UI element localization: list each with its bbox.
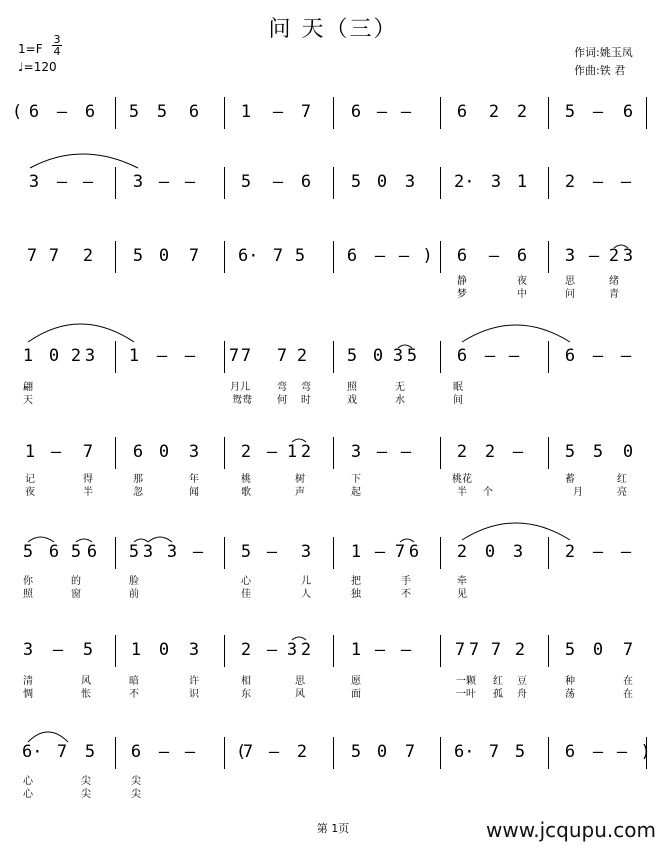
slur-arc [400, 539, 414, 542]
note: 6 [564, 346, 576, 366]
note: – [272, 172, 284, 192]
note: 2 [516, 102, 528, 122]
note: 5 [564, 640, 576, 660]
lyric-syllable: 的 [71, 576, 81, 587]
key-signature: 1=F [18, 42, 43, 56]
lyric-syllable: 水 [395, 395, 405, 406]
lyric-syllable: 亮 [617, 487, 627, 498]
note: 5 [350, 742, 362, 762]
note: – [192, 542, 204, 562]
lyric-syllable: 风 [295, 689, 305, 700]
note: 0 [376, 172, 388, 192]
lyric-syllable: 照 [23, 589, 33, 600]
note: 7 [468, 640, 480, 660]
repeat-parenthesis: ( [14, 102, 21, 122]
lyric-syllable: 心 [23, 789, 33, 800]
lyric-syllable: 夜 [25, 487, 35, 498]
note: 0 [376, 742, 388, 762]
note: 7 [454, 640, 466, 660]
lyric-syllable: 红 [617, 474, 627, 485]
lyric-syllable: 起 [351, 487, 361, 498]
note: 6 [350, 102, 362, 122]
lyric-syllable: 尖 [81, 789, 91, 800]
note: 2 [608, 246, 620, 266]
lyric-syllable: 面 [351, 689, 361, 700]
note: 5 [84, 742, 96, 762]
note: – [156, 346, 168, 366]
note: 2 [456, 542, 468, 562]
note: 5 [240, 542, 252, 562]
note: 3 [166, 542, 178, 562]
lyric-syllable: 尖 [131, 776, 141, 787]
note: 1 [240, 102, 252, 122]
note: 3 [350, 442, 362, 462]
note: – [620, 172, 632, 192]
note: – [592, 742, 604, 762]
lyric-syllable: 不 [401, 589, 411, 600]
repeat-parenthesis: ) [424, 246, 431, 266]
lyric-syllable: 一叶 [456, 689, 476, 700]
note: 5 [514, 742, 526, 762]
note: 5 [82, 640, 94, 660]
lyric-syllable: 眠 [453, 382, 463, 393]
note: 5 [156, 102, 168, 122]
lyric-syllable: 独 [351, 589, 361, 600]
lyric-syllable: 愿 [351, 676, 361, 687]
slur-arc [462, 325, 570, 342]
note: 2 [564, 542, 576, 562]
lyric-syllable: 相 [241, 676, 251, 687]
note: 5 [70, 542, 82, 562]
note: 6 [346, 246, 358, 266]
slur-arc [134, 539, 148, 542]
note: 6 [132, 442, 144, 462]
note: 7 [272, 246, 284, 266]
note: – [620, 346, 632, 366]
note: – [158, 742, 170, 762]
lyric-syllable: 见 [457, 589, 467, 600]
note: 2 [514, 640, 526, 660]
note: 5 [128, 102, 140, 122]
note: – [374, 640, 386, 660]
note: – [266, 542, 278, 562]
note: 6 [86, 542, 98, 562]
lyric-syllable: 梦 [457, 289, 467, 300]
note: – [184, 172, 196, 192]
lyric-syllable: 孤 [493, 689, 503, 700]
note: 3 [404, 172, 416, 192]
note: 2 [296, 742, 308, 762]
composer-credit: 作曲:铁 君 [574, 64, 626, 77]
note: 5 [294, 246, 306, 266]
lyric-syllable: 月儿 [230, 382, 250, 393]
note: 3 [300, 542, 312, 562]
note: 5 [564, 442, 576, 462]
note: 3 [564, 246, 576, 266]
note: 7 [26, 246, 38, 266]
lyric-syllable: 翩 [23, 382, 33, 393]
lyric-syllable: 得 [83, 474, 93, 485]
note: 3 [286, 640, 298, 660]
lyric-syllable: 树 [295, 474, 305, 485]
lyric-syllable: 儿 [301, 576, 311, 587]
note: 3 [622, 246, 634, 266]
note: 0 [48, 346, 60, 366]
quarter-note-icon: ♩ [18, 60, 24, 74]
note: 3 [142, 542, 154, 562]
lyric-syllable: 忽 [133, 487, 143, 498]
note: – [158, 172, 170, 192]
song-title: 问 天（三） [268, 17, 398, 42]
note: – [508, 346, 520, 366]
lyric-syllable: 惆 [23, 689, 33, 700]
slur-arc [614, 245, 628, 248]
lyric-syllable: 识 [189, 689, 199, 700]
note: 5 [564, 102, 576, 122]
lyric-syllable: 脸 [129, 576, 139, 587]
lyric-syllable: 那 [133, 474, 143, 485]
lyric-syllable: 中 [517, 289, 527, 300]
note: 1 [24, 442, 36, 462]
note: – [488, 246, 500, 266]
lyric-syllable: 鸳鸯 [232, 395, 252, 406]
note: 5 [240, 172, 252, 192]
lyric-syllable: 照 [347, 382, 357, 393]
lyric-syllable: 豆 [517, 676, 527, 687]
repeat-parenthesis: ) [642, 742, 649, 762]
note: – [620, 542, 632, 562]
note: 5 [22, 542, 34, 562]
note: 7 [240, 346, 252, 366]
note: 3 [188, 442, 200, 462]
note: 6· [22, 742, 43, 762]
slur-arc [292, 439, 306, 442]
lyric-syllable: 夜 [517, 276, 527, 287]
note: 1 [350, 640, 362, 660]
note: 6 [48, 542, 60, 562]
lyric-syllable: 佳 [241, 589, 251, 600]
note: 2 [488, 102, 500, 122]
slur-arc [462, 523, 570, 540]
note: 0 [158, 442, 170, 462]
slur-arc [398, 345, 412, 348]
note: 1 [130, 640, 142, 660]
lyric-syllable: 牵 [457, 576, 467, 587]
lyric-syllable: 心 [241, 576, 251, 587]
note: 3 [512, 542, 524, 562]
lyric-syllable: 前 [129, 589, 139, 600]
lyric-syllable: 歌 [241, 487, 251, 498]
lyric-syllable: 你 [23, 576, 33, 587]
lyric-syllable: 种 [565, 676, 575, 687]
lyricist-credit: 作词:姚玉凤 [574, 46, 633, 59]
note: 6 [300, 172, 312, 192]
note: – [56, 172, 68, 192]
note: 2 [564, 172, 576, 192]
note: 0 [484, 542, 496, 562]
lyric-syllable: 暗 [129, 676, 139, 687]
note: 6 [84, 102, 96, 122]
note: 2 [300, 640, 312, 660]
lyric-syllable: 时 [301, 395, 311, 406]
note: 5 [346, 346, 358, 366]
lyric-syllable: 间 [453, 395, 463, 406]
note: – [616, 742, 628, 762]
note: 2 [300, 442, 312, 462]
lyric-syllable: 个 [483, 487, 493, 498]
note: 6· [454, 742, 475, 762]
note: – [592, 172, 604, 192]
slur-arc [76, 539, 92, 542]
note: – [592, 102, 604, 122]
slur-arc [28, 732, 68, 742]
lyric-syllable: 声 [295, 487, 305, 498]
lyric-syllable: 红 [493, 676, 503, 687]
note: 3 [188, 640, 200, 660]
lyric-syllable: 人 [301, 589, 311, 600]
lyric-syllable: 何 [277, 395, 287, 406]
note: 0 [622, 442, 634, 462]
note: – [374, 542, 386, 562]
note: 7 [48, 246, 60, 266]
note: 7 [394, 542, 406, 562]
lyric-syllable: 蓄 [565, 474, 575, 485]
note: 7 [488, 742, 500, 762]
site-watermark: www.jcqupu.com [486, 818, 656, 842]
lyric-syllable: 舟 [517, 689, 527, 700]
lyric-syllable: 许 [189, 676, 199, 687]
lyric-syllable: 青 [609, 289, 619, 300]
lyric-syllable: 思 [295, 676, 305, 687]
note: 6 [456, 102, 468, 122]
lyric-syllable: 在 [623, 689, 633, 700]
note: 2 [240, 442, 252, 462]
lyric-syllable: 在 [623, 676, 633, 687]
note: 1 [22, 346, 34, 366]
slur-arc [28, 537, 54, 542]
note: – [266, 640, 278, 660]
note: – [56, 102, 68, 122]
note: 3 [28, 172, 40, 192]
note: – [398, 246, 410, 266]
note: – [52, 640, 64, 660]
slur-arc [30, 154, 138, 168]
page-number: 第 1页 [316, 822, 350, 835]
lyric-syllable: 手 [401, 576, 411, 587]
note: 2· [454, 172, 475, 192]
lyric-syllable: 记 [25, 474, 35, 485]
lyric-syllable: 问 [565, 289, 575, 300]
lyric-syllable: 窗 [71, 589, 81, 600]
lyric-syllable: 东 [241, 689, 251, 700]
lyric-syllable: 清 [23, 676, 33, 687]
repeat-parenthesis: ( [238, 742, 245, 762]
note: 7 [404, 742, 416, 762]
lyric-syllable: 半 [83, 487, 93, 498]
note: 5 [128, 542, 140, 562]
lyric-syllable: 弯 [277, 382, 287, 393]
lyric-syllable: 绪 [609, 276, 619, 287]
time-signature-denominator: 4 [53, 45, 61, 58]
note: 2 [484, 442, 496, 462]
note: 6 [408, 542, 420, 562]
note: 3 [490, 172, 502, 192]
note: – [400, 442, 412, 462]
slur-arc [148, 537, 172, 542]
note: 7 [276, 346, 288, 366]
note: 6· [238, 246, 259, 266]
tempo-value: =120 [23, 60, 57, 74]
note: 3 [84, 346, 96, 366]
lyric-syllable: 无 [395, 382, 405, 393]
lyric-syllable: 荡 [565, 689, 575, 700]
lyric-syllable: 怅 [81, 689, 91, 700]
time-signature-numerator: 3 [53, 33, 61, 46]
note: 7 [56, 742, 68, 762]
note: 6 [622, 102, 634, 122]
note: – [374, 246, 386, 266]
note: 6 [28, 102, 40, 122]
lyric-syllable: 尖 [131, 789, 141, 800]
lyric-syllable: 把 [351, 576, 361, 587]
note: – [268, 742, 280, 762]
note: 6 [456, 346, 468, 366]
note: 5 [592, 442, 604, 462]
lyric-syllable: 月 [573, 487, 583, 498]
lyric-syllable: 年 [189, 474, 199, 485]
note: 1 [286, 442, 298, 462]
note: – [484, 346, 496, 366]
note: 1 [350, 542, 362, 562]
lyric-syllable: 不 [129, 689, 139, 700]
note: 6 [188, 102, 200, 122]
note: – [184, 346, 196, 366]
note: 5 [406, 346, 418, 366]
note: – [592, 346, 604, 366]
note: 7 [622, 640, 634, 660]
note: – [376, 102, 388, 122]
note: – [272, 102, 284, 122]
note: 6 [564, 742, 576, 762]
note: 1 [128, 346, 140, 366]
note: 6 [130, 742, 142, 762]
note: – [400, 640, 412, 660]
note: 1 [516, 172, 528, 192]
note: 7 [242, 742, 254, 762]
note: – [376, 442, 388, 462]
note: 2 [240, 640, 252, 660]
note: – [266, 442, 278, 462]
note: – [184, 742, 196, 762]
note: 2 [82, 246, 94, 266]
note: 7 [300, 102, 312, 122]
lyric-syllable: 桃 [241, 474, 251, 485]
note: 0 [592, 640, 604, 660]
lyric-syllable: 风 [81, 676, 91, 687]
note: 0 [158, 246, 170, 266]
note: 2 [70, 346, 82, 366]
lyric-syllable: 尖 [81, 776, 91, 787]
note: 6 [516, 246, 528, 266]
note: 3 [132, 172, 144, 192]
lyric-syllable: 桃花 [452, 474, 472, 485]
note: 2 [456, 442, 468, 462]
note: 2 [296, 346, 308, 366]
note: 5 [132, 246, 144, 266]
lyric-syllable: 下 [351, 474, 361, 485]
note: – [82, 172, 94, 192]
lyric-syllable: 闻 [189, 487, 199, 498]
note: – [512, 442, 524, 462]
note: 0 [158, 640, 170, 660]
note: 5 [350, 172, 362, 192]
note: 7 [490, 640, 502, 660]
note: 3 [392, 346, 404, 366]
note: 6 [456, 246, 468, 266]
lyric-syllable: 半 [457, 487, 467, 498]
note: 7 [228, 346, 240, 366]
lyric-syllable: 弯 [301, 382, 311, 393]
note: 7 [82, 442, 94, 462]
note: – [588, 246, 600, 266]
lyric-syllable: 思 [565, 276, 575, 287]
note: 0 [372, 346, 384, 366]
lyric-syllable: 戏 [347, 395, 357, 406]
lyric-syllable: 静 [457, 276, 467, 287]
note: 7 [188, 246, 200, 266]
lyric-syllable: 天 [23, 395, 33, 406]
slur-arc [292, 637, 306, 640]
lyric-syllable: 一颗 [456, 676, 476, 687]
note: – [50, 442, 62, 462]
lyric-syllable: 心 [23, 776, 33, 787]
slur-arc [28, 324, 134, 342]
note: – [592, 542, 604, 562]
note: – [400, 102, 412, 122]
note: 3 [22, 640, 34, 660]
